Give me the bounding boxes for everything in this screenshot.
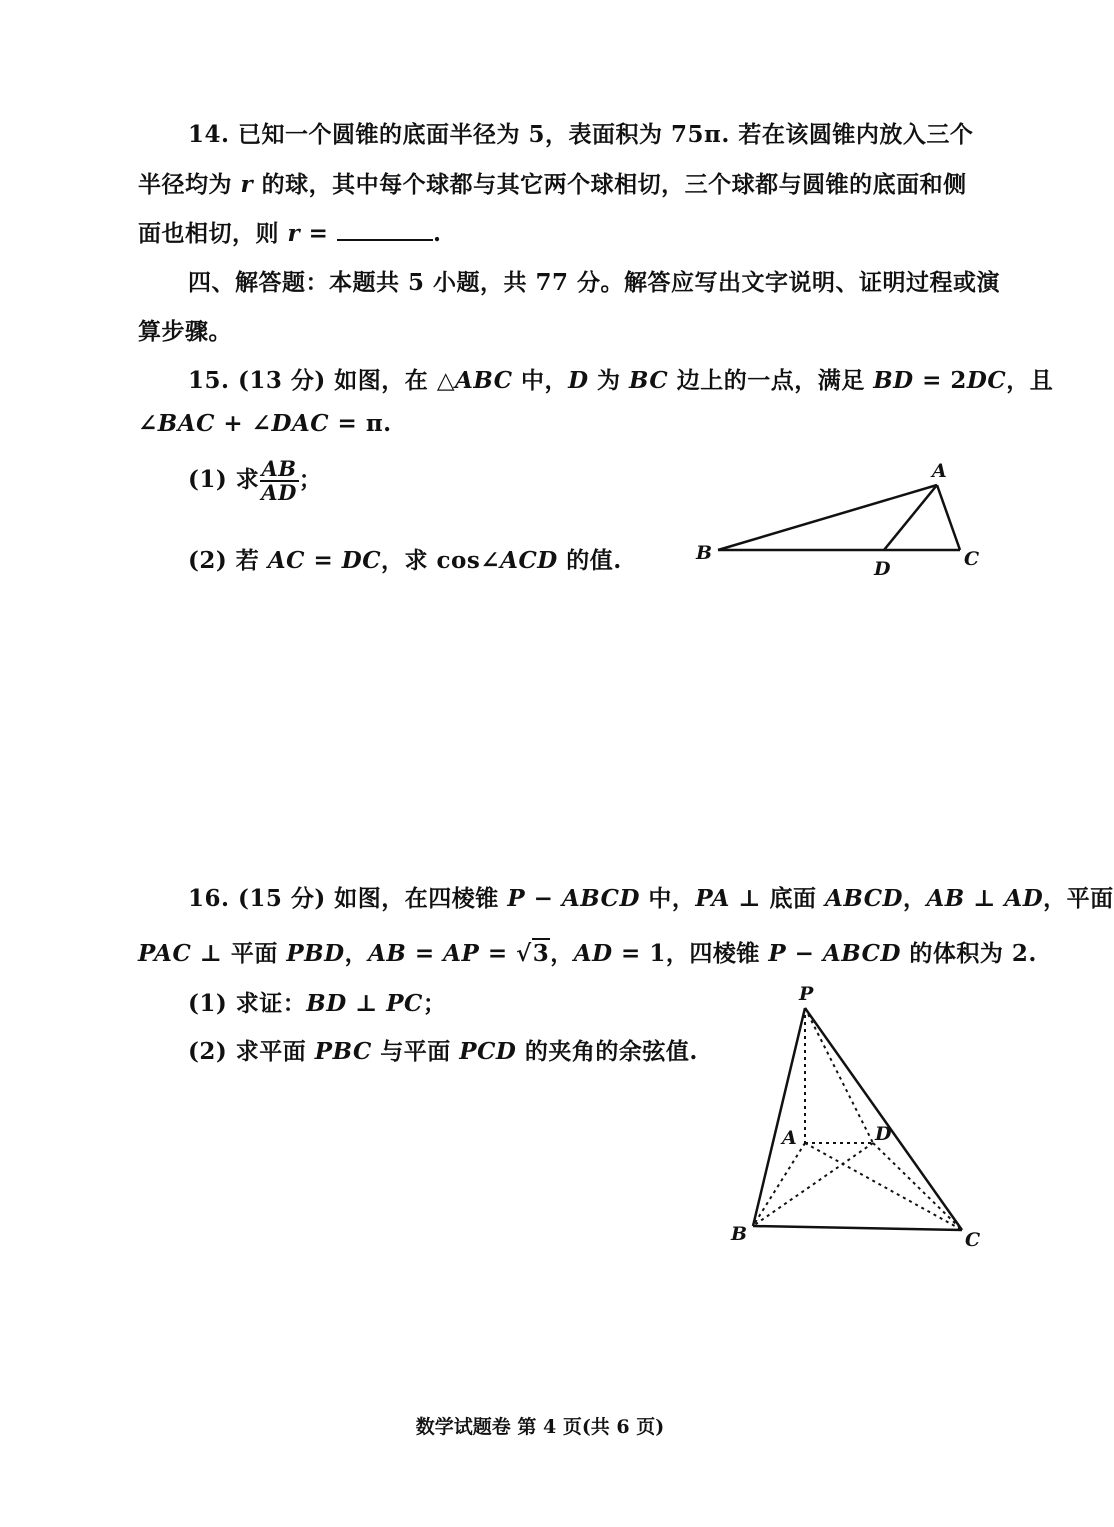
edge-pd	[805, 1008, 873, 1143]
q15-line-2: ∠BAC + ∠DAC = π.	[138, 410, 392, 437]
q16-part-2: (2) 求平面 PBC 与平面 PCD 的夹角的余弦值.	[188, 1038, 698, 1065]
label-c: C	[964, 548, 980, 570]
label-b: B	[731, 1223, 748, 1245]
q15-part-1: (1) 求 $\frac{AB}{AD}$ ；	[188, 456, 323, 506]
label-p: P	[799, 983, 814, 1005]
diag-ac	[805, 1143, 962, 1230]
section-4-heading: 四、解答题：本题共 5 小题，共 77 分。解答应写出文字说明、证明过程或演	[188, 269, 1001, 296]
label-a: A	[932, 460, 947, 482]
edge-pb	[753, 1008, 805, 1226]
segment-ad	[884, 485, 937, 550]
page-footer: 数学试题卷 第 4 页(共 6 页)	[415, 1416, 665, 1438]
label-b: B	[696, 542, 713, 564]
edge-ab	[753, 1143, 805, 1226]
answer-blank	[337, 221, 433, 241]
label-d: D	[874, 558, 891, 580]
segment-ba	[718, 485, 937, 550]
segment-ac	[937, 485, 960, 550]
q16-pyramid-figure	[725, 980, 985, 1250]
q16-line-1: 16. (15 分) 如图，在四棱锥 P − ABCD 中，PA ⊥ 底面 ABCD，AB ⊥ AD，平面	[188, 885, 1114, 912]
q14-line-1: 14. 已知一个圆锥的底面半径为 5，表面积为 75π. 若在该圆锥内放入三个	[188, 121, 974, 148]
q15-part-2: (2) 若 AC = DC，求 cos∠ACD 的值.	[188, 547, 622, 574]
q15-triangle-figure	[690, 455, 990, 585]
label-c: C	[965, 1229, 981, 1251]
q14-line-3: 面也相切，则 r = .	[138, 220, 442, 247]
q16-part-1: (1) 求证：BD ⊥ PC；	[188, 990, 447, 1017]
label-a: A	[782, 1127, 797, 1149]
fraction-ab-over-ad: $\frac{AB}{AD}$	[261, 456, 297, 506]
q15-line-1: 15. (13 分) 如图，在 △ABC 中，D 为 BC 边上的一点，满足 BD = 2DC，且	[188, 367, 1054, 394]
section-4-heading-cont: 算步骤。	[138, 318, 232, 345]
edge-bc	[753, 1226, 962, 1230]
edge-dc	[873, 1143, 962, 1230]
label-d: D	[875, 1123, 892, 1145]
q14-line-2: 半径均为 r 的球，其中每个球都与其它两个球相切，三个球都与圆锥的底面和侧	[138, 171, 967, 198]
q16-line-2: PAC ⊥ 平面 PBD，AB = AP = √3，AD = 1，四棱锥 P − ABCD 的体积为 2.	[138, 940, 1037, 967]
edge-pc	[805, 1008, 962, 1230]
